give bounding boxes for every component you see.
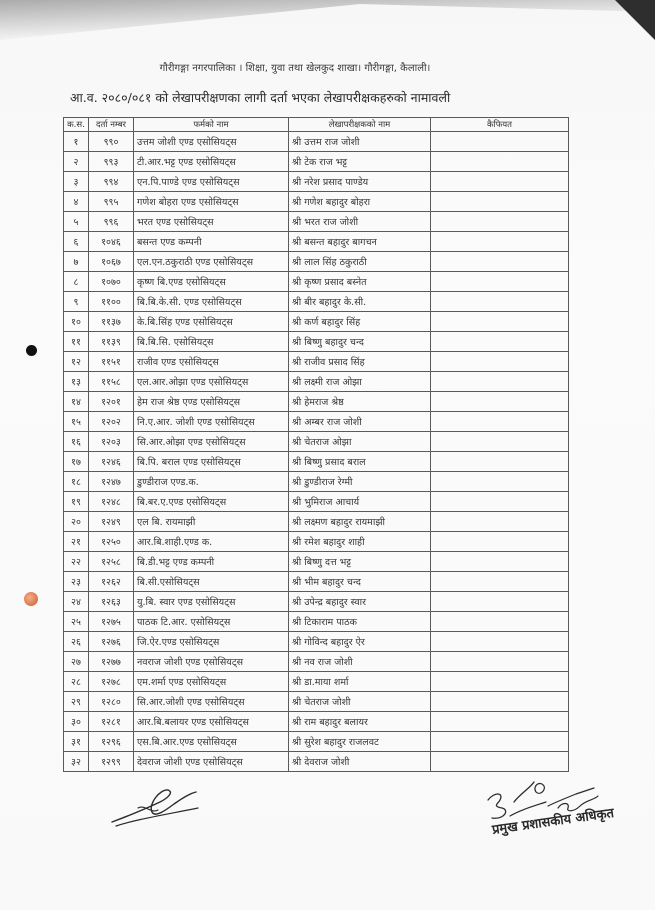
registration-number-cell: १२६२ [89,572,134,592]
firm-name-cell: एल बि. रायमाझी [134,512,289,532]
registration-number-cell: १२६३ [89,592,134,612]
serial-cell: १६ [64,432,89,452]
serial-cell: २६ [64,632,89,652]
remarks-cell [431,632,569,652]
table-row [64,652,569,672]
serial-cell: २ [64,152,89,172]
document-title: आ.व. २०८०/०८१ को लेखापरीक्षणका लागी दर्ता भएका लेखापरीक्षकहरुको नामावली [70,90,451,105]
auditor-name-cell: श्री भीम बहादुर चन्द [289,572,431,592]
auditor-name-cell: श्री रमेश बहादुर शाही [289,532,431,552]
table-body [64,132,569,772]
registration-number-cell: १२४९ [89,512,134,532]
firm-name-cell: बि.सी.एसोसियट्स [134,572,289,592]
serial-cell: १४ [64,392,89,412]
firm-name-cell: एल.आर.ओझा एण्ड एसोसियट्स [134,372,289,392]
table-row [64,292,569,312]
serial-cell: २१ [64,532,89,552]
serial-cell: २४ [64,592,89,612]
table-row [64,452,569,472]
serial-cell: ११ [64,332,89,352]
auditor-name-cell: श्री डुण्डीराज रेग्मी [289,472,431,492]
registration-number-cell: १२८० [89,692,134,712]
remarks-cell [431,552,569,572]
firm-name-cell: नवराज जोशी एण्ड एसोसियट्स [134,652,289,672]
table-header-row [64,118,569,132]
remarks-cell [431,672,569,692]
table-row [64,612,569,632]
serial-cell: ३१ [64,732,89,752]
table-row [64,372,569,392]
remarks-cell [431,392,569,412]
registration-number-cell: १२९६ [89,732,134,752]
registration-number-cell: ११५१ [89,352,134,372]
serial-cell: १५ [64,412,89,432]
registration-number-cell: ११०० [89,292,134,312]
column-header-registration: दर्ता नम्बर [89,118,134,132]
registration-number-cell: ९९० [89,132,134,152]
remarks-cell [431,452,569,472]
firm-name-cell: आर.बि.बलायर एण्ड एसोसियट्स [134,712,289,732]
serial-cell: २५ [64,612,89,632]
firm-name-cell: कृष्ण बि.एण्ड एसोसियट्स [134,272,289,292]
table-row [64,172,569,192]
auditor-name-cell: श्री राजीव प्रसाद सिंह [289,352,431,372]
table-row [64,432,569,452]
auditor-registry-table [63,117,569,772]
remarks-cell [431,312,569,332]
registration-number-cell: १२७६ [89,632,134,652]
firm-name-cell: बि.बि.सि. एसोसियट्स [134,332,289,352]
firm-name-cell: जि.ऐर.एण्ड एसोसियट्स [134,632,289,652]
firm-name-cell: के.बि.सिंह एण्ड एसोसियट्स [134,312,289,332]
auditor-name-cell: श्री लक्ष्मण बहादुर रायमाझी [289,512,431,532]
remarks-cell [431,212,569,232]
registration-number-cell: १०६७ [89,252,134,272]
registration-number-cell: ११५८ [89,372,134,392]
registration-number-cell: १२७७ [89,652,134,672]
registration-number-cell: १२९९ [89,752,134,772]
remarks-cell [431,192,569,212]
remarks-cell [431,732,569,752]
auditor-name-cell: श्री टिकाराम पाठक [289,612,431,632]
remarks-cell [431,532,569,552]
auditor-name-cell: श्री चेतराज ओझा [289,432,431,452]
serial-cell: २९ [64,692,89,712]
table-row [64,692,569,712]
registration-number-cell: १२०१ [89,392,134,412]
firm-name-cell: बि.डी.भट्ट एण्ड कम्पनी [134,552,289,572]
remarks-cell [431,152,569,172]
auditor-name-cell: श्री बिष्णु प्रसाद बराल [289,452,431,472]
table-row [64,272,569,292]
firm-name-cell: सि.आर.ओझा एण्ड एसोसियट्स [134,432,289,452]
remarks-cell [431,172,569,192]
serial-cell: १९ [64,492,89,512]
table-row [64,192,569,212]
firm-name-cell: नि.ए.आर. जोशी एण्ड एसोसियट्स [134,412,289,432]
firm-name-cell: बि.पि. बराल एण्ड एसोसियट्स [134,452,289,472]
remarks-cell [431,652,569,672]
registration-number-cell: ११३७ [89,312,134,332]
firm-name-cell: टी.आर.भट्ट एण्ड एसोसियट्स [134,152,289,172]
auditor-name-cell: श्री गोविन्द बहादुर ऐर [289,632,431,652]
remarks-cell [431,332,569,352]
registration-number-cell: १२०३ [89,432,134,452]
serial-cell: १८ [64,472,89,492]
table-row [64,632,569,652]
remarks-cell [431,272,569,292]
serial-cell: २७ [64,652,89,672]
firm-name-cell: भरत एण्ड एसोसियट्स [134,212,289,232]
firm-name-cell: पाठक टि.आर. एसोसियट्स [134,612,289,632]
auditor-name-cell: श्री लक्ष्मी राज ओझा [289,372,431,392]
table-row [64,732,569,752]
auditor-name-cell: श्री अम्बर राज जोशी [289,412,431,432]
table-row [64,132,569,152]
serial-cell: ४ [64,192,89,212]
firm-name-cell: यु.बि. स्वार एण्ड एसोसियट्स [134,592,289,612]
registration-number-cell: ११३९ [89,332,134,352]
remarks-cell [431,512,569,532]
auditor-name-cell: श्री देवराज जोशी [289,752,431,772]
firm-name-cell: बि.बर.ए.एण्ड एसोसियट्स [134,492,289,512]
punch-hole-sticker [24,592,38,606]
auditor-name-cell: श्री डा.माया शर्मा [289,672,431,692]
auditor-name-cell: श्री कृष्ण प्रसाद बस्नेत [289,272,431,292]
organization-header: गौरीगङ्गा नगरपालिका । शिक्षा, युवा तथा खेलकुद शाखा। गौरीगङ्गा, कैलाली। [159,63,431,74]
auditor-name-cell: श्री बिष्णु दत्त भट्ट [289,552,431,572]
serial-cell: २२ [64,552,89,572]
table-row [64,212,569,232]
registration-number-cell: १२७५ [89,612,134,632]
remarks-cell [431,352,569,372]
serial-cell: २८ [64,672,89,692]
auditor-name-cell: श्री सुरेश बहादुर राजलवट [289,732,431,752]
firm-name-cell: सि.आर.जोशी एण्ड एसोसियट्स [134,692,289,712]
serial-cell: २३ [64,572,89,592]
registration-number-cell: १२५० [89,532,134,552]
firm-name-cell: हेम राज श्रेष्ठ एण्ड एसोसियट्स [134,392,289,412]
serial-cell: ६ [64,232,89,252]
remarks-cell [431,692,569,712]
auditor-name-cell: श्री राम बहादुर बलायर [289,712,431,732]
serial-cell: ३ [64,172,89,192]
remarks-cell [431,232,569,252]
serial-cell: १३ [64,372,89,392]
remarks-cell [431,252,569,272]
firm-name-cell: गणेश बोहरा एण्ड एसोसियट्स [134,192,289,212]
registration-number-cell: १०४६ [89,232,134,252]
registration-number-cell: १०७० [89,272,134,292]
auditor-name-cell: श्री लाल सिंह ठकुराठी [289,252,431,272]
firm-name-cell: बि.बि.के.सी. एण्ड एसोसियट्स [134,292,289,312]
auditor-name-cell: श्री बसन्त बहादुर बागचन [289,232,431,252]
table-row [64,232,569,252]
auditor-name-cell: श्री चेतराज जोशी [289,692,431,712]
auditor-name-cell: श्री हेमराज श्रेष्ठ [289,392,431,412]
serial-cell: १७ [64,452,89,472]
page-fold-shadow [0,0,655,40]
table-row [64,352,569,372]
firm-name-cell: देवराज जोशी एण्ड एसोसियट्स [134,752,289,772]
registration-number-cell: ९९४ [89,172,134,192]
remarks-cell [431,492,569,512]
registration-number-cell: १२४६ [89,452,134,472]
officer-designation: प्रमुख प्रशासकीय अधिकृत [491,805,615,838]
table-row [64,552,569,572]
table-row [64,312,569,332]
signature-left [108,782,203,830]
registration-number-cell: ९९३ [89,152,134,172]
column-header-serial: क.स. [64,118,89,132]
serial-cell: ३० [64,712,89,732]
firm-name-cell: राजीव एण्ड एसोसियट्स [134,352,289,372]
table-row [64,152,569,172]
table-row [64,332,569,352]
remarks-cell [431,432,569,452]
firm-name-cell: एल.एन.ठकुराठी एण्ड एसोसियट्स [134,252,289,272]
firm-name-cell: एस.बि.आर.एण्ड एसोसियट्स [134,732,289,752]
punch-hole [26,345,37,356]
serial-cell: ८ [64,272,89,292]
remarks-cell [431,712,569,732]
remarks-cell [431,372,569,392]
registration-number-cell: १२४८ [89,492,134,512]
firm-name-cell: एन.पि.पाण्डे एण्ड एसोसियट्स [134,172,289,192]
table-row [64,532,569,552]
remarks-cell [431,292,569,312]
page-corner-shadow [615,0,655,40]
serial-cell: १ [64,132,89,152]
registration-number-cell: १२४७ [89,472,134,492]
table-row [64,752,569,772]
firm-name-cell: डुण्डीराज एण्ड.क. [134,472,289,492]
serial-cell: ९ [64,292,89,312]
serial-cell: ३२ [64,752,89,772]
remarks-cell [431,572,569,592]
serial-cell: १२ [64,352,89,372]
auditor-name-cell: श्री भुमिराज आचार्य [289,492,431,512]
firm-name-cell: आर.बि.शाही.एण्ड क. [134,532,289,552]
table-row [64,592,569,612]
auditor-name-cell: श्री नरेश प्रसाद पाण्डेय [289,172,431,192]
table-row [64,492,569,512]
remarks-cell [431,412,569,432]
serial-cell: १० [64,312,89,332]
firm-name-cell: बसन्त एण्ड कम्पनी [134,232,289,252]
registration-number-cell: ९९६ [89,212,134,232]
firm-name-cell: एम.शर्मा एण्ड एसोसियट्स [134,672,289,692]
auditor-name-cell: श्री गणेश बहादुर बोहरा [289,192,431,212]
auditor-name-cell: श्री उत्तम राज जोशी [289,132,431,152]
column-header-remarks: कैफियत [431,118,569,132]
table-row [64,712,569,732]
auditor-name-cell: श्री टेक राज भट्ट [289,152,431,172]
registration-number-cell: १२०२ [89,412,134,432]
table-row [64,472,569,492]
table-row [64,392,569,412]
serial-cell: ५ [64,212,89,232]
auditor-name-cell: श्री कर्ण बहादुर सिंह [289,312,431,332]
auditor-name-cell: श्री बीर बहादुर के.सी. [289,292,431,312]
table-row [64,252,569,272]
serial-cell: २० [64,512,89,532]
auditor-name-cell: श्री बिष्णु बहादुर चन्द [289,332,431,352]
firm-name-cell: उत्तम जोशी एण्ड एसोसियट्स [134,132,289,152]
auditor-name-cell: श्री नव राज जोशी [289,652,431,672]
table-row [64,572,569,592]
auditor-name-cell: श्री भरत राज जोशी [289,212,431,232]
registration-number-cell: १२५८ [89,552,134,572]
remarks-cell [431,612,569,632]
column-header-firm: फर्मको नाम [134,118,289,132]
auditor-name-cell: श्री उपेन्द्र बहादुर स्वार [289,592,431,612]
table-row [64,672,569,692]
remarks-cell [431,132,569,152]
remarks-cell [431,752,569,772]
column-header-auditor: लेखापरीक्षकको नाम [289,118,431,132]
registration-number-cell: १२७८ [89,672,134,692]
serial-cell: ७ [64,252,89,272]
table-row [64,512,569,532]
registration-number-cell: १२८१ [89,712,134,732]
registration-number-cell: ९९५ [89,192,134,212]
remarks-cell [431,472,569,492]
remarks-cell [431,592,569,612]
table-row [64,412,569,432]
